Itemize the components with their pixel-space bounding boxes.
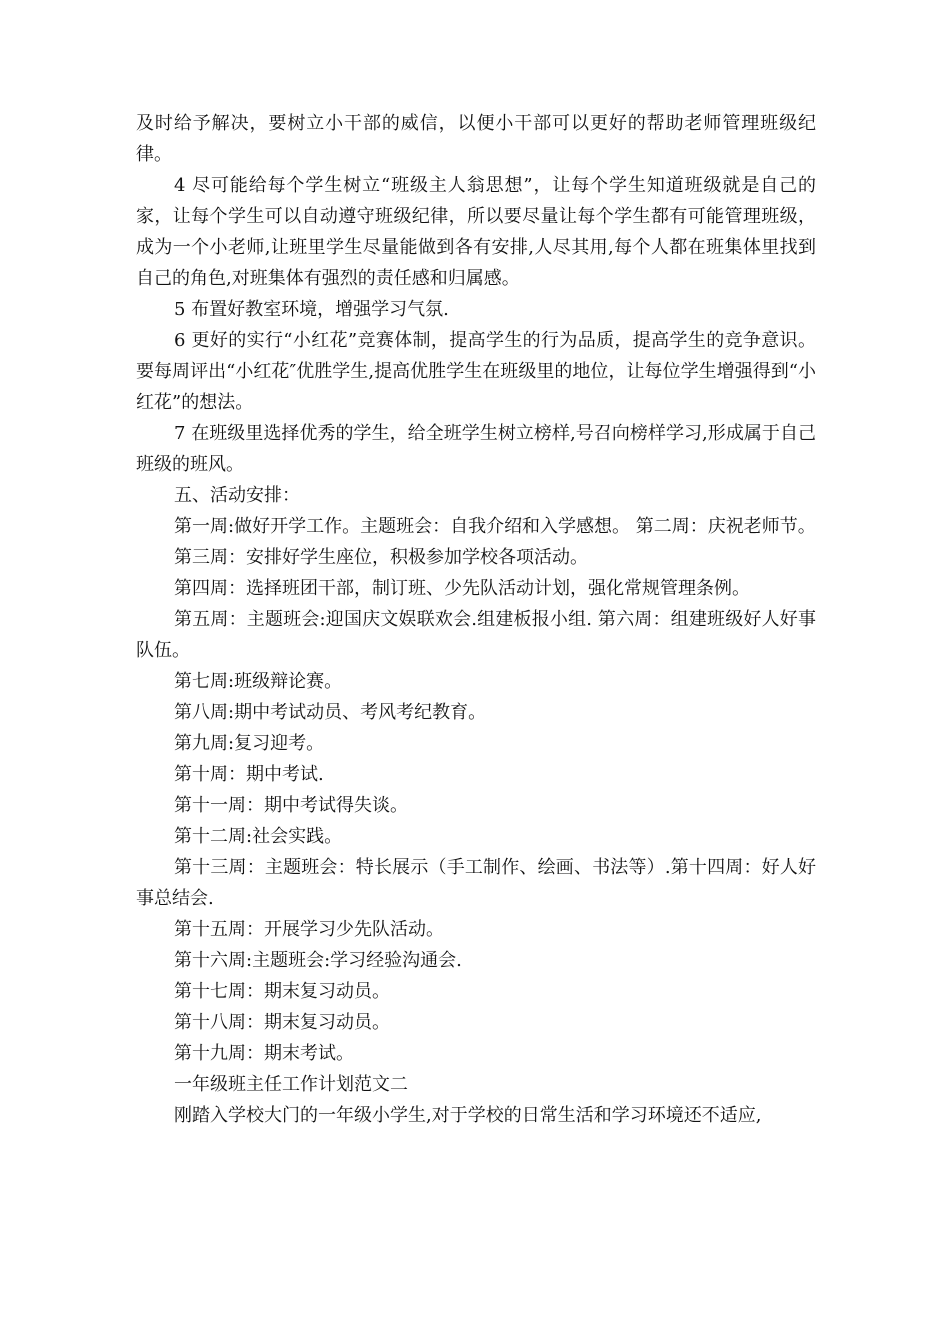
schedule-week-13-14: 第十三周：主题班会：特长展示（手工制作、绘画、书法等）.第十四周：好人好事总结会. xyxy=(136,857,816,909)
schedule-week-7: 第七周:班级辩论赛。 xyxy=(174,671,343,692)
schedule-week-9: 第九周:复习迎考。 xyxy=(174,733,325,754)
document-body xyxy=(136,108,816,1131)
schedule-week-19: 第十九周：期末考试。 xyxy=(174,1043,354,1064)
schedule-week-11: 第十一周：期中考试得失谈。 xyxy=(174,795,408,816)
schedule-week-8: 第八周:期中考试动员、考风考纪教育。 xyxy=(174,702,487,723)
paragraph-item-5: 5 布置好教室环境，增强学习气氛. xyxy=(174,299,449,320)
schedule-week-12: 第十二周:社会实践。 xyxy=(174,826,343,847)
schedule-week-18: 第十八周：期末复习动员。 xyxy=(174,1012,390,1033)
schedule-week-15: 第十五周：开展学习少先队活动。 xyxy=(174,919,444,940)
paragraph-item-4: 4 尽可能给每个学生树立“班级主人翁思想”，让每个学生知道班级就是自己的家，让每个学生可以自动遵守班级纪律，所以要尽量让每个学生都有可能管理班级，成为一个小老师,让班里学生尽量能做到各有安排,人尽其用,每个人都在班集体里找到自己的角色,对班集体有强烈的责任感和归属感。 xyxy=(136,175,816,289)
schedule-week-5-6: 第五周：主题班会:迎国庆文娱联欢会.组建板报小组. 第六周：组建班级好人好事队伍。 xyxy=(136,609,816,661)
paragraph-item-6: 6 更好的实行“小红花”竞赛体制，提高学生的行为品质，提高学生的竞争意识。要每周评出“小红花″优胜学生,提高优胜学生在班级里的地位，让每位学生增强得到“小红花”的想法。 xyxy=(136,330,816,413)
paragraph-continuation: 及时给予解决，要树立小干部的威信，以便小干部可以更好的帮助老师管理班级纪律。 xyxy=(136,113,816,165)
schedule-week-17: 第十七周：期末复习动员。 xyxy=(174,981,390,1002)
section-title-sample-two: 一年级班主任工作计划范文二 xyxy=(174,1074,408,1095)
schedule-week-10: 第十周：期中考试. xyxy=(174,764,324,785)
paragraph-item-7: 7 在班级里选择优秀的学生，给全班学生树立榜样,号召向榜样学习,形成属于自己班级的班风。 xyxy=(136,423,816,475)
section-heading-activities: 五、活动安排： xyxy=(174,485,300,506)
schedule-week-3: 第三周：安排好学生座位，积极参加学校各项活动。 xyxy=(174,547,588,568)
schedule-week-16: 第十六周:主题班会:学习经验沟通会. xyxy=(174,950,462,971)
paragraph-intro-sample-two: 刚踏入学校大门的一年级小学生,对于学校的日常生活和学习环境还不适应, xyxy=(174,1105,762,1126)
schedule-week-1-2: 第一周:做好开学工作。主题班会：自我介绍和入学感想。 第二周：庆祝老师节。 xyxy=(174,516,816,537)
schedule-week-4: 第四周：选择班团干部，制订班、少先队活动计划，强化常规管理条例。 xyxy=(174,578,750,599)
